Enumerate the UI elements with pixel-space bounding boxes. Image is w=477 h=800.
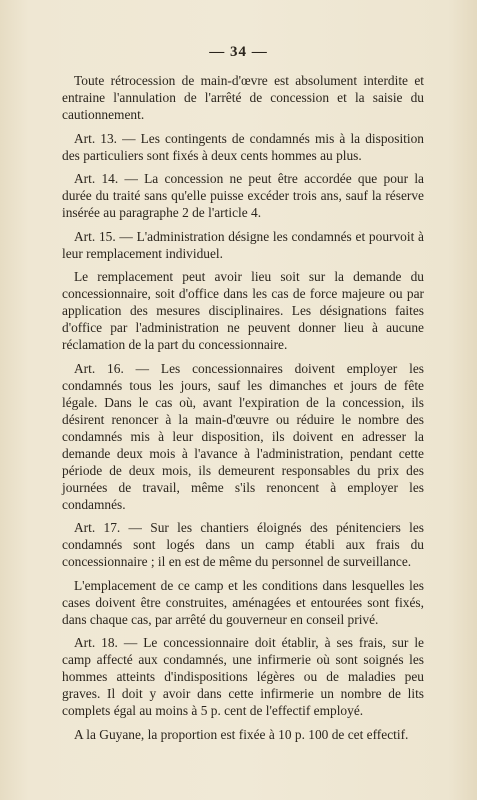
paragraph-replacement: Le remplacement peut avoir lieu soit sur la demande du concessionnaire, soit d'office dans les cas de force majeure ou par application des mesures disciplinaires. Les désignations faites d'office par l'administration ne peuvent donner lieu à aucune réclamation de la part du concessionnaire. — [62, 269, 424, 352]
paragraph-art-15: Art. 15. — L'administration désigne les condamnés et pourvoit à leur remplacement individuel. — [62, 228, 424, 261]
body-text — [62, 72, 424, 749]
page-number: — 34 — — [209, 44, 268, 60]
paragraph-art-16: Art. 16. — Les concessionnaires doivent employer les condamnés tous les jours, sauf les dimanches et jours de fête légale. Dans le cas où, avant l'expiration de la concession, ils désirent renoncer à la main-d'œuvre ou réduire le nombre des condamnés mis à leur disposition, ils doivent en adresser la demande deux mois à l'avance à l'administration, pendant cette période de deux mois, ils demeurent responsables du prix des journées de travail, même s'ils renoncent à employer les condamnés. — [62, 360, 424, 512]
paragraph-art-18: Art. 18. — Le concessionnaire doit établir, à ses frais, sur le camp affecté aux condamnés, une infirmerie où sont soignés les hommes atteints d'indispositions légères ou de maladies peu graves. Il doit y avoir dans cette infirmerie un nombre de lits complets égal au moins à 5 p. cent de l'effectif employé. — [62, 635, 424, 718]
paragraph-guyane: A la Guyane, la proportion est fixée à 10 p. 100 de cet effectif. — [74, 726, 409, 742]
paragraph-intro: Toute rétrocession de main-d'œvre est absolument interdite et entraine l'annulation de l'arrêté de concession et la saisie du cautionnement. — [62, 73, 424, 122]
paragraph-art-14: Art. 14. — La concession ne peut être accordée que pour la durée du traité sans qu'elle puisse excéder trois ans, sauf la réserve insérée au paragraphe 2 de l'article 4. — [62, 171, 424, 220]
paragraph-camp-location: L'emplacement de ce camp et les conditions dans lesquelles les cases doivent être construites, aménagées et entourées sont fixés, dans chaque cas, par arrêté du gouverneur en conseil privé. — [62, 577, 424, 627]
paragraph-art-17: Art. 17. — Sur les chantiers éloignés des pénitenciers les condamnés sont logés dans un camp établi aux frais du concessionnaire ; il en est de même du personnel de surveillance. — [62, 520, 424, 569]
paragraph-art-13: Art. 13. — Les contingents de condamnés mis à la disposition des particuliers sont fixés à deux cents hommes au plus. — [62, 130, 424, 163]
